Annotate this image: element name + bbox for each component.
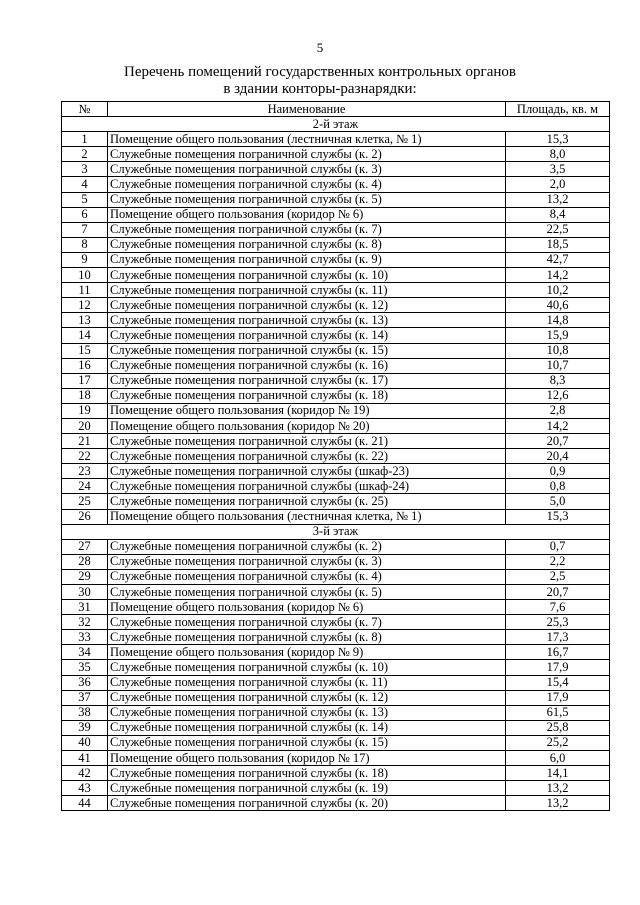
room-name: Помещение общего пользования (коридор № 6)	[108, 207, 506, 222]
page-number: 5	[316, 40, 324, 55]
table-row	[62, 615, 610, 630]
room-area: 2,0	[506, 177, 610, 192]
room-area: 13,2	[506, 192, 610, 207]
row-number: 40	[62, 735, 108, 750]
room-name: Служебные помещения пограничной службы (к. 5)	[108, 192, 506, 207]
room-area: 20,7	[506, 585, 610, 600]
room-name: Служебные помещения пограничной службы (к. 8)	[108, 237, 506, 252]
table-row	[62, 283, 610, 298]
table-row	[62, 554, 610, 569]
room-area: 20,4	[506, 449, 610, 464]
table-row	[62, 766, 610, 781]
room-area: 20,7	[506, 434, 610, 449]
row-number: 41	[62, 751, 108, 766]
room-area: 14,2	[506, 418, 610, 433]
room-name: Служебные помещения пограничной службы (к. 13)	[108, 313, 506, 328]
table-row	[62, 796, 610, 811]
rooms-table-body	[62, 117, 610, 811]
table-header-row	[62, 102, 610, 117]
table-row	[62, 690, 610, 705]
table-row	[62, 147, 610, 162]
table-row	[62, 207, 610, 222]
room-area: 2,8	[506, 403, 610, 418]
room-area: 14,1	[506, 766, 610, 781]
table-row	[62, 720, 610, 735]
room-name: Помещение общего пользования (лестничная клетка, № 1)	[108, 509, 506, 524]
room-name: Служебные помещения пограничной службы (к. 17)	[108, 373, 506, 388]
room-area: 17,9	[506, 690, 610, 705]
row-number: 4	[62, 177, 108, 192]
table-row	[62, 192, 610, 207]
room-name: Служебные помещения пограничной службы (к. 2)	[108, 147, 506, 162]
room-area: 5,0	[506, 494, 610, 509]
room-area: 25,2	[506, 735, 610, 750]
row-number: 43	[62, 781, 108, 796]
row-number: 27	[62, 539, 108, 554]
room-area: 0,9	[506, 464, 610, 479]
table-row	[62, 132, 610, 147]
table-row	[62, 358, 610, 373]
room-name: Служебные помещения пограничной службы (шкаф-24)	[108, 479, 506, 494]
row-number: 5	[62, 192, 108, 207]
room-area: 7,6	[506, 600, 610, 615]
document-title	[0, 64, 640, 98]
table-row	[62, 735, 610, 750]
row-number: 37	[62, 690, 108, 705]
room-name: Помещение общего пользования (коридор № 20)	[108, 418, 506, 433]
room-area: 10,8	[506, 343, 610, 358]
room-area: 61,5	[506, 705, 610, 720]
row-number: 35	[62, 660, 108, 675]
table-row	[62, 343, 610, 358]
room-area: 8,3	[506, 373, 610, 388]
floor-heading: 2-й этаж	[62, 117, 610, 132]
room-name: Служебные помещения пограничной службы (к. 18)	[108, 766, 506, 781]
table-row	[62, 781, 610, 796]
room-area: 3,5	[506, 162, 610, 177]
room-name: Служебные помещения пограничной службы (к. 11)	[108, 675, 506, 690]
table-row	[62, 660, 610, 675]
room-area: 15,9	[506, 328, 610, 343]
row-number: 22	[62, 449, 108, 464]
row-number: 18	[62, 388, 108, 403]
row-number: 24	[62, 479, 108, 494]
row-number: 28	[62, 554, 108, 569]
room-area: 14,2	[506, 268, 610, 283]
room-area: 22,5	[506, 222, 610, 237]
table-row	[62, 705, 610, 720]
table-row	[62, 645, 610, 660]
room-name: Служебные помещения пограничной службы (к. 7)	[108, 615, 506, 630]
row-number: 39	[62, 720, 108, 735]
title-line-1: Перечень помещений государственных контрольных органов	[124, 64, 516, 80]
room-name: Служебные помещения пограничной службы (к. 16)	[108, 358, 506, 373]
room-name: Помещение общего пользования (коридор № 17)	[108, 751, 506, 766]
table-row	[62, 751, 610, 766]
table-row	[62, 298, 610, 313]
row-number: 13	[62, 313, 108, 328]
table-row	[62, 222, 610, 237]
row-number: 16	[62, 358, 108, 373]
room-name: Служебные помещения пограничной службы (к. 25)	[108, 494, 506, 509]
room-area: 15,3	[506, 509, 610, 524]
row-number: 11	[62, 283, 108, 298]
table-row	[62, 600, 610, 615]
room-name: Служебные помещения пограничной службы (шкаф-23)	[108, 464, 506, 479]
table-row	[62, 539, 610, 554]
room-name: Служебные помещения пограничной службы (к. 8)	[108, 630, 506, 645]
room-name: Помещение общего пользования (коридор № 6)	[108, 600, 506, 615]
room-area: 25,3	[506, 615, 610, 630]
row-number: 19	[62, 403, 108, 418]
row-number: 30	[62, 585, 108, 600]
room-area: 13,2	[506, 796, 610, 811]
room-name: Помещение общего пользования (коридор № 19)	[108, 403, 506, 418]
header-area: Площадь, кв. м	[506, 102, 610, 117]
table-row	[62, 388, 610, 403]
room-name: Служебные помещения пограничной службы (к. 4)	[108, 569, 506, 584]
row-number: 1	[62, 132, 108, 147]
row-number: 3	[62, 162, 108, 177]
room-name: Служебные помещения пограничной службы (к. 20)	[108, 796, 506, 811]
table-row	[62, 509, 610, 524]
table-row	[62, 177, 610, 192]
room-area: 15,4	[506, 675, 610, 690]
floor-heading-row	[62, 117, 610, 132]
room-area: 6,0	[506, 751, 610, 766]
table-row	[62, 313, 610, 328]
row-number: 31	[62, 600, 108, 615]
room-area: 42,7	[506, 252, 610, 267]
room-name: Служебные помещения пограничной службы (к. 3)	[108, 162, 506, 177]
floor-heading: 3-й этаж	[62, 524, 610, 539]
row-number: 7	[62, 222, 108, 237]
room-area: 0,7	[506, 539, 610, 554]
room-area: 16,7	[506, 645, 610, 660]
room-name: Служебные помещения пограничной службы (к. 4)	[108, 177, 506, 192]
room-name: Служебные помещения пограничной службы (к. 12)	[108, 690, 506, 705]
row-number: 29	[62, 569, 108, 584]
room-area: 0,8	[506, 479, 610, 494]
room-name: Служебные помещения пограничной службы (к. 9)	[108, 252, 506, 267]
floor-heading-row	[62, 524, 610, 539]
room-name: Служебные помещения пограничной службы (к. 19)	[108, 781, 506, 796]
rooms-table	[61, 101, 610, 811]
row-number: 34	[62, 645, 108, 660]
row-number: 12	[62, 298, 108, 313]
room-name: Служебные помещения пограничной службы (к. 5)	[108, 585, 506, 600]
row-number: 9	[62, 252, 108, 267]
room-name: Служебные помещения пограничной службы (к. 22)	[108, 449, 506, 464]
table-row	[62, 162, 610, 177]
room-name: Служебные помещения пограничной службы (к. 15)	[108, 343, 506, 358]
row-number: 21	[62, 434, 108, 449]
row-number: 8	[62, 237, 108, 252]
room-name: Служебные помещения пограничной службы (к. 7)	[108, 222, 506, 237]
row-number: 14	[62, 328, 108, 343]
row-number: 33	[62, 630, 108, 645]
table-row	[62, 373, 610, 388]
table-row	[62, 418, 610, 433]
table-row	[62, 569, 610, 584]
row-number: 2	[62, 147, 108, 162]
room-name: Служебные помещения пограничной службы (к. 13)	[108, 705, 506, 720]
row-number: 23	[62, 464, 108, 479]
header-name: Наименование	[108, 102, 506, 117]
row-number: 44	[62, 796, 108, 811]
row-number: 10	[62, 268, 108, 283]
row-number: 38	[62, 705, 108, 720]
header-number: №	[62, 102, 108, 117]
room-name: Служебные помещения пограничной службы (к. 18)	[108, 388, 506, 403]
table-row	[62, 434, 610, 449]
row-number: 32	[62, 615, 108, 630]
title-line-2: в здании конторы-разнарядки:	[223, 81, 417, 97]
room-name: Служебные помещения пограничной службы (к. 11)	[108, 283, 506, 298]
room-name: Служебные помещения пограничной службы (к. 10)	[108, 268, 506, 283]
table-row	[62, 630, 610, 645]
row-number: 20	[62, 418, 108, 433]
room-area: 8,0	[506, 147, 610, 162]
room-name: Служебные помещения пограничной службы (к. 3)	[108, 554, 506, 569]
room-name: Служебные помещения пограничной службы (к. 10)	[108, 660, 506, 675]
table-row	[62, 237, 610, 252]
table-row	[62, 403, 610, 418]
room-name: Служебные помещения пограничной службы (к. 2)	[108, 539, 506, 554]
room-area: 2,5	[506, 569, 610, 584]
room-area: 12,6	[506, 388, 610, 403]
row-number: 17	[62, 373, 108, 388]
room-area: 40,6	[506, 298, 610, 313]
row-number: 25	[62, 494, 108, 509]
room-name: Служебные помещения пограничной службы (к. 15)	[108, 735, 506, 750]
row-number: 42	[62, 766, 108, 781]
room-area: 8,4	[506, 207, 610, 222]
room-name: Служебные помещения пограничной службы (к. 14)	[108, 328, 506, 343]
room-area: 15,3	[506, 132, 610, 147]
table-row	[62, 585, 610, 600]
room-area: 18,5	[506, 237, 610, 252]
room-name: Служебные помещения пограничной службы (к. 12)	[108, 298, 506, 313]
room-area: 14,8	[506, 313, 610, 328]
room-area: 10,2	[506, 283, 610, 298]
row-number: 15	[62, 343, 108, 358]
table-row	[62, 449, 610, 464]
room-area: 17,3	[506, 630, 610, 645]
table-row	[62, 479, 610, 494]
room-area: 13,2	[506, 781, 610, 796]
table-row	[62, 494, 610, 509]
room-area: 2,2	[506, 554, 610, 569]
table-row	[62, 675, 610, 690]
row-number: 26	[62, 509, 108, 524]
table-row	[62, 328, 610, 343]
table-row	[62, 252, 610, 267]
row-number: 36	[62, 675, 108, 690]
room-name: Помещение общего пользования (коридор № 9)	[108, 645, 506, 660]
row-number: 6	[62, 207, 108, 222]
room-name: Служебные помещения пограничной службы (к. 14)	[108, 720, 506, 735]
room-area: 25,8	[506, 720, 610, 735]
room-name: Помещение общего пользования (лестничная клетка, № 1)	[108, 132, 506, 147]
table-row	[62, 268, 610, 283]
room-area: 17,9	[506, 660, 610, 675]
room-name: Служебные помещения пограничной службы (к. 21)	[108, 434, 506, 449]
table-row	[62, 464, 610, 479]
room-area: 10,7	[506, 358, 610, 373]
